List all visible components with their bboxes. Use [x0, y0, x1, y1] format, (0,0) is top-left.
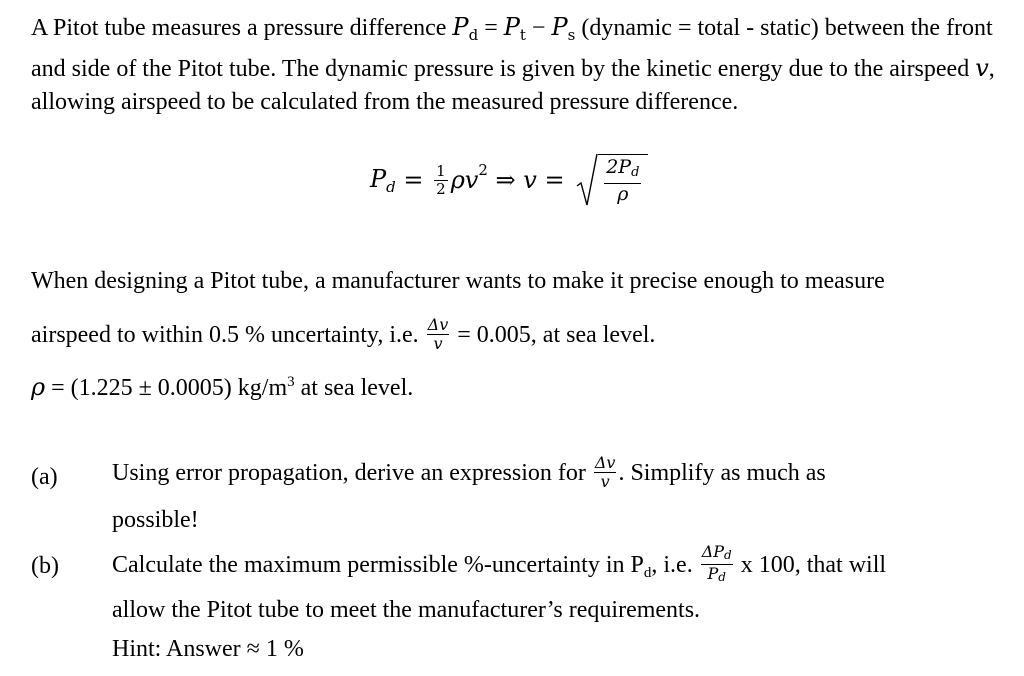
p-letter: P [551, 13, 568, 41]
question-b-label: (b) [31, 553, 59, 579]
two-p: 2P [606, 156, 632, 178]
intro-text-1: A Pitot tube measures a pressure difference [31, 15, 453, 41]
question-a-line-1 [112, 453, 826, 493]
delta-p-subscript: d [724, 548, 732, 562]
question-a-text-1: Using error propagation, derive an expression for [112, 460, 592, 487]
radicand [598, 154, 648, 208]
eq-p: P [370, 164, 387, 193]
ps-symbol [551, 13, 576, 44]
question-b-text-1: Calculate the maximum permissible %-uncertainty in P [112, 552, 644, 579]
ps-subscript: s [567, 26, 576, 44]
eq-p-subscript: d [386, 177, 396, 196]
design-text-2b: = 0.005, at sea level. [451, 322, 656, 349]
half-fraction [434, 163, 448, 198]
question-b-fraction [701, 543, 733, 586]
question-b-subscript: d [643, 565, 652, 582]
half-numerator: 1 [436, 161, 446, 180]
design-line-1 [31, 268, 885, 295]
implies-arrow: ⇒ [487, 166, 524, 194]
design-text-1: When designing a Pitot tube, a manufacturer wants to make it precise enough to measure [31, 268, 885, 294]
question-b-text-3: x 100, that will [734, 552, 887, 579]
p-letter: P [452, 13, 469, 41]
p-denominator-subscript: d [718, 570, 726, 584]
radicand-numerator [604, 157, 641, 184]
equals-sign: = [478, 15, 504, 41]
pd-subscript: d [468, 26, 479, 44]
eq-equals-2: = [536, 166, 573, 194]
pd-symbol [452, 13, 479, 44]
eq-v: v [523, 166, 537, 194]
dv-over-v-fraction [427, 316, 450, 353]
half-denominator: 2 [436, 179, 446, 198]
hint-line: Hint: Answer ≈ 1 % [112, 636, 304, 662]
design-line-2 [31, 315, 656, 355]
p-denominator: P [707, 564, 719, 583]
question-b-line-1 [112, 542, 887, 588]
two-p-subscript: d [631, 165, 640, 180]
pt-symbol [503, 13, 526, 44]
intro-text-2: (dynamic = total - static) between the front and side of the Pitot tube. The dynamic pressure is given by the kinetic energy due to the airspeed [31, 15, 993, 82]
design-text-2a: airspeed to within 0.5 % uncertainty, i.e. [31, 322, 425, 349]
question-b-text-2: , i.e. [651, 552, 699, 579]
rho-symbol: ρ [31, 373, 46, 401]
delta-p: ΔP [701, 542, 725, 561]
dv-denominator: v [433, 334, 443, 353]
question-a-line-2: possible! [112, 507, 199, 533]
question-a-fraction [594, 454, 617, 491]
density-value: = (1.225 ± 0.0005) kg/m [45, 375, 288, 401]
square-root [576, 152, 648, 208]
square-exponent: 2 [478, 161, 488, 179]
p-letter: P [503, 13, 520, 41]
dv-numerator: Δv [427, 315, 449, 334]
question-b-line-2: allow the Pitot tube to meet the manufacturer’s requirements. [112, 597, 701, 623]
radicand-fraction [604, 157, 641, 205]
radical-sign-icon [576, 152, 598, 208]
intro-text-3: , allowing airspeed to be calculated from the measured pressure difference. [31, 56, 995, 115]
rho-v: ρv [450, 166, 479, 194]
eq-lhs [370, 165, 396, 196]
question-a-numerator: Δv [594, 453, 616, 472]
pt-subscript: t [519, 26, 526, 44]
question-a-denominator: v [600, 472, 610, 491]
density-suffix: at sea level. [294, 375, 414, 401]
v-symbol: v [975, 54, 989, 82]
question-a-text-2: . Simplify as much as [618, 460, 826, 487]
question-b-denominator [707, 565, 725, 586]
radicand-denominator: ρ [617, 183, 629, 205]
question-b-numerator [701, 543, 733, 565]
intro-paragraph [31, 11, 1001, 119]
cubic-exponent: 3 [287, 374, 295, 390]
minus-sign: − [525, 15, 552, 41]
density-line [31, 373, 413, 402]
eq-equals-1: = [395, 166, 432, 194]
pitot-equation [370, 150, 648, 210]
question-a-label: (a) [31, 464, 58, 490]
